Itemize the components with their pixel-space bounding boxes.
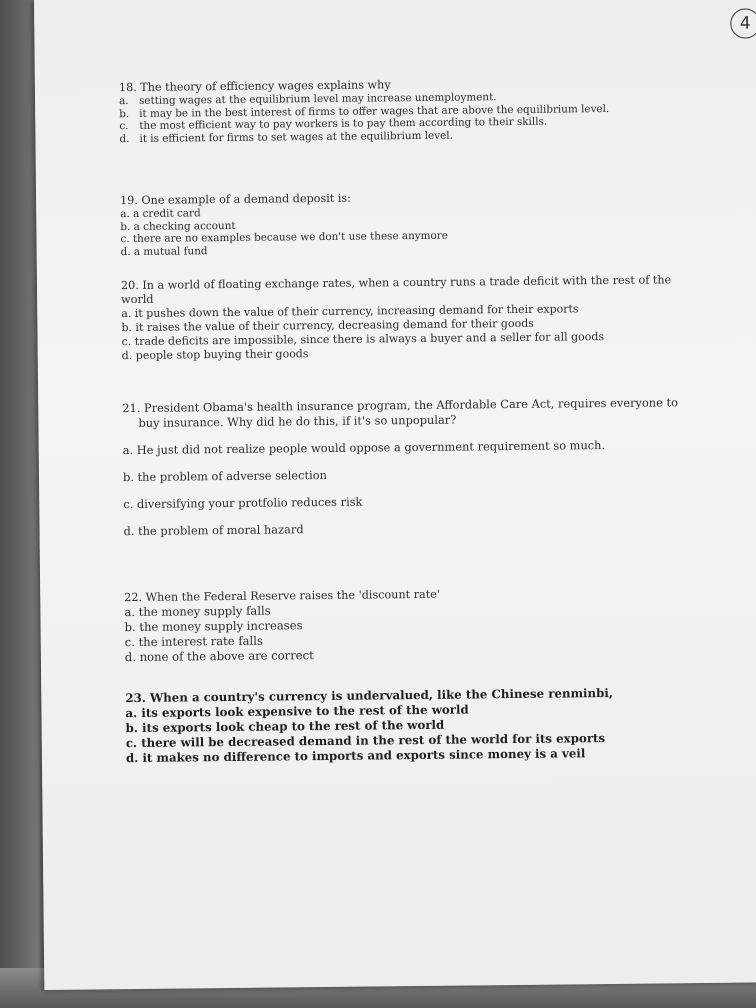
question-18-option-d: d. it is efficient for firms to set wages at the equilibrium level. bbox=[119, 129, 453, 145]
question-21-option-c: c. diversifying your protfolio reduces risk bbox=[123, 494, 363, 512]
question-23-option-c: c. there will be decreased demand in the rest of the world for its exports bbox=[125, 731, 606, 751]
question-19-option-a: a. a credit card bbox=[120, 207, 201, 221]
question-21 bbox=[122, 395, 693, 539]
question-22-option-b: b. the money supply increases bbox=[124, 618, 303, 635]
question-20-option-d: d. people stop buying their goods bbox=[121, 347, 309, 363]
question-22-option-d: d. none of the above are correct bbox=[124, 648, 314, 665]
question-19-option-b: b. a checking account bbox=[120, 219, 236, 233]
question-20-option-c: c. trade deficits are impossible, since there is always a buyer and a seller for all goods bbox=[121, 330, 605, 349]
desk-background-left bbox=[0, 0, 40, 1008]
question-22 bbox=[124, 585, 695, 665]
question-18-option-a: a. setting wages at the equilibrium level may increase unemployment. bbox=[119, 91, 497, 108]
question-18-stem: 18. The theory of efficiency wages explains why bbox=[118, 78, 391, 95]
question-19-stem: 19. One example of a demand deposit is: bbox=[120, 191, 351, 208]
question-19-option-d: d. a mutual fund bbox=[120, 244, 208, 258]
question-22-stem: 22. When the Federal Reserve raises the 'discount rate' bbox=[124, 587, 440, 605]
question-19 bbox=[120, 188, 691, 258]
question-18-option-c: c. the most efficient way to pay workers is to pay them according to their skills. bbox=[119, 115, 548, 133]
worksheet-page bbox=[34, 0, 756, 990]
question-20 bbox=[121, 273, 692, 363]
question-22-option-c: c. the interest rate falls bbox=[124, 633, 263, 650]
question-23-option-b: b. its exports look cheap to the rest of the world bbox=[125, 717, 445, 736]
question-18-option-b: b. it may be in the best interest of firms to offer wages that are above the equilibrium level. bbox=[119, 102, 610, 120]
question-20-option-b: b. it raises the value of their currency, decreasing demand for their goods bbox=[121, 316, 534, 335]
question-23-option-d: d. it makes no difference to imports and exports since money is a veil bbox=[125, 746, 586, 766]
question-21-stem: 21. President Obama's health insurance program, the Affordable Care Act, requires everyone to buy insurance. Why did he do this, if it's so unpopular? bbox=[122, 395, 678, 430]
question-23-option-a: a. its exports look expensive to the rest of the world bbox=[125, 702, 469, 721]
question-23 bbox=[125, 685, 696, 766]
page-number: 4 bbox=[739, 13, 751, 34]
page-number-circle bbox=[730, 8, 756, 38]
question-18 bbox=[119, 75, 690, 145]
question-20-option-a: a. it pushes down the value of their currency, increasing demand for their exports bbox=[121, 302, 579, 321]
question-21-option-a: a. He just did not realize people would oppose a government requirement so much. bbox=[122, 438, 606, 458]
question-21-option-d: d. the problem of moral hazard bbox=[123, 522, 304, 539]
question-23-stem: 23. When a country's currency is undervalued, like the Chinese renminbi, bbox=[125, 685, 613, 706]
question-20-stem: 20. In a world of floating exchange rates, when a country runs a trade deficit with the rest of the world bbox=[120, 273, 672, 307]
question-21-option-b: b. the problem of adverse selection bbox=[122, 467, 327, 485]
question-22-option-a: a. the money supply falls bbox=[124, 603, 271, 620]
question-19-option-c: c. there are no examples because we don't use these anymore bbox=[120, 229, 448, 246]
